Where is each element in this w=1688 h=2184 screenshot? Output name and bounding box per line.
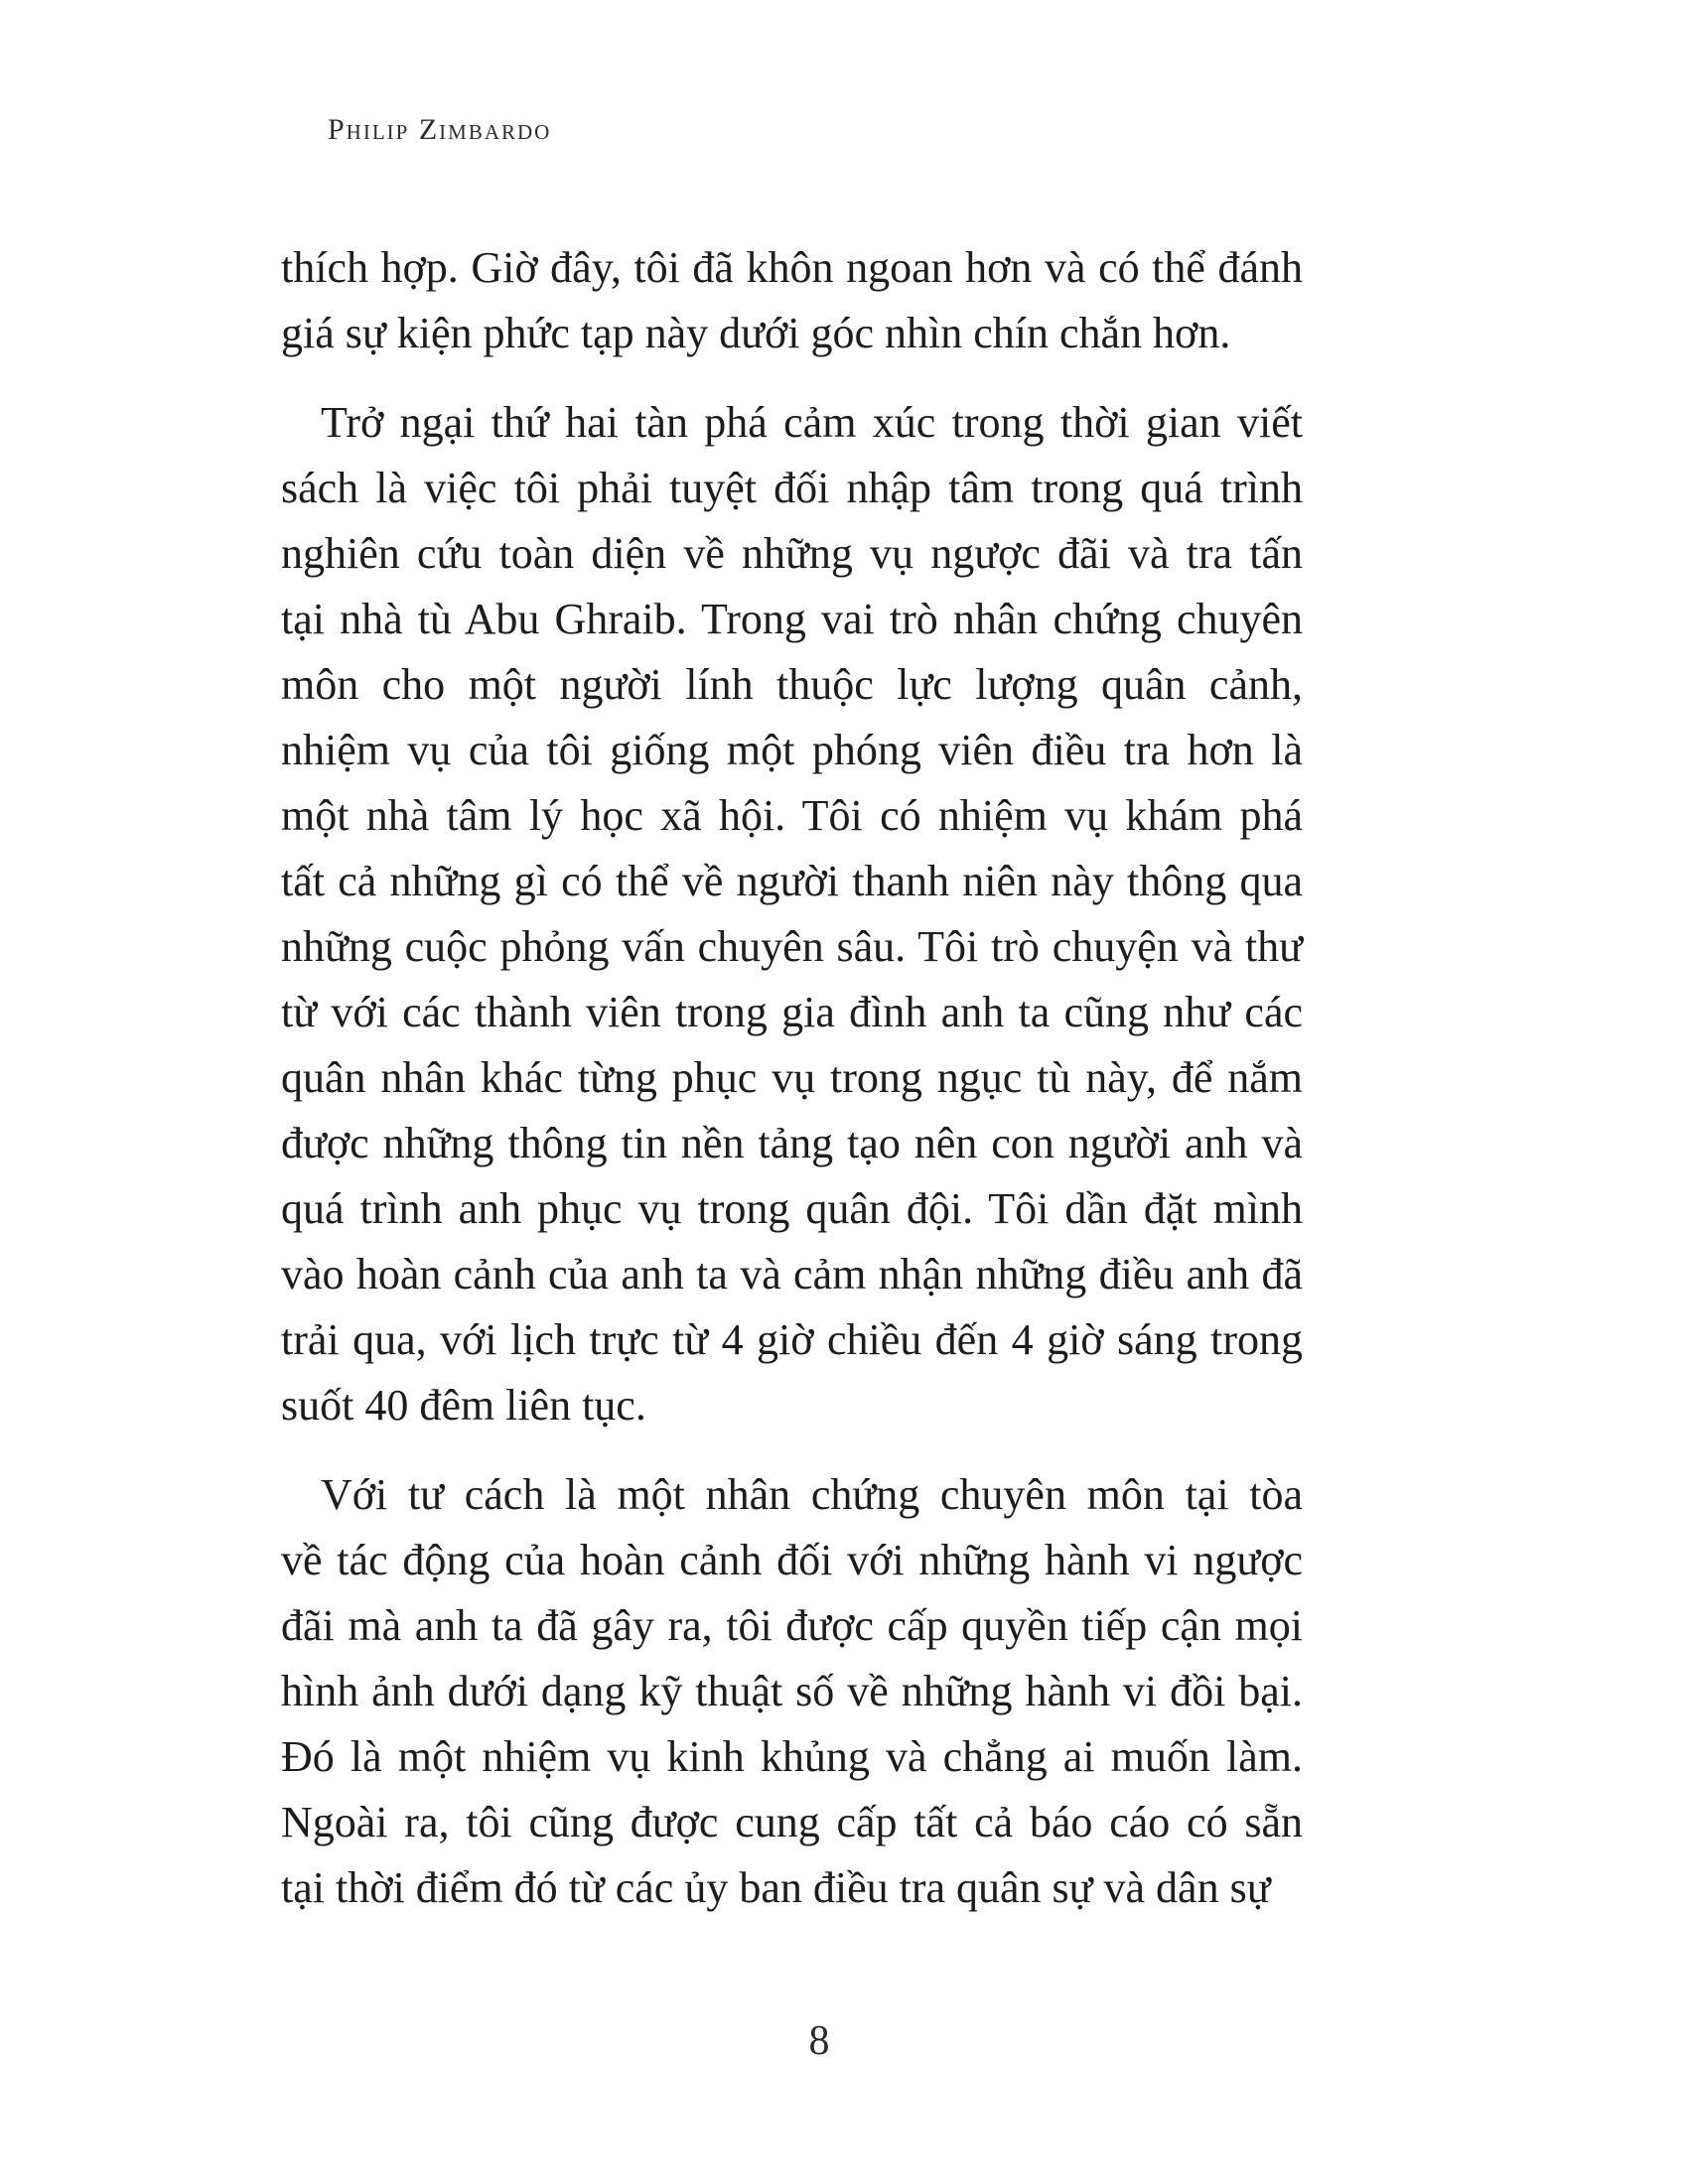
text-line: tại thời điểm đó từ các ủy ban điều tra quân sự và dân sự (281, 1863, 1271, 1912)
text-line: Đó là một nhiệm vụ kinh khủng và chẳng ai muốn làm. (281, 1732, 1303, 1781)
paragraph (281, 235, 1303, 366)
text-line: đãi mà anh ta đã gây ra, tôi được cấp quyền tiếp cận mọi (281, 1601, 1303, 1650)
text-line: vào hoàn cảnh của anh ta và cảm nhận những điều anh đã (281, 1250, 1303, 1298)
text-line: từ với các thành viên trong gia đình anh ta cũng như các (281, 988, 1303, 1036)
paragraph (281, 1462, 1303, 1921)
text-line: môn cho một người lính thuộc lực lượng quân cảnh, (281, 660, 1303, 709)
text-line: hình ảnh dưới dạng kỹ thuật số về những hành vi đồi bại. (281, 1667, 1303, 1715)
text-line: quá trình anh phục vụ trong quân đội. Tôi dần đặt mình (281, 1184, 1303, 1233)
paragraph (281, 390, 1303, 1438)
text-line: trải qua, với lịch trực từ 4 giờ chiều đến 4 giờ sáng trong (281, 1315, 1303, 1364)
text-line: Trở ngại thứ hai tàn phá cảm xúc trong thời gian viết (321, 398, 1303, 447)
text-line: nghiên cứu toàn diện về những vụ ngược đãi và tra tấn (281, 529, 1303, 578)
text-line: tất cả những gì có thể về người thanh niên này thông qua (281, 857, 1303, 905)
body-text-block (281, 235, 1303, 1921)
text-line: về tác động của hoàn cảnh đối với những hành vi ngược (281, 1536, 1303, 1584)
text-line: quân nhân khác từng phục vụ trong ngục tù này, để nắm (281, 1053, 1303, 1102)
text-line: suốt 40 đêm liên tục. (281, 1381, 646, 1430)
text-line: những cuộc phỏng vấn chuyên sâu. Tôi trò chuyện và thư (281, 922, 1303, 971)
running-header: Philip Zimbardo (328, 113, 552, 146)
text-line: được những thông tin nền tảng tạo nên con người anh và (281, 1119, 1303, 1167)
text-line: Ngoài ra, tôi cũng được cung cấp tất cả báo cáo có sẵn (281, 1798, 1303, 1846)
page-number: 8 (808, 2018, 830, 2064)
text-line: sách là việc tôi phải tuyệt đối nhập tâm trong quá trình (281, 464, 1303, 512)
text-line: tại nhà tù Abu Ghraib. Trong vai trò nhân chứng chuyên (281, 595, 1303, 643)
text-line: giá sự kiện phức tạp này dưới góc nhìn chín chắn hơn. (281, 309, 1231, 357)
text-line: thích hợp. Giờ đây, tôi đã khôn ngoan hơn và có thể đánh (281, 243, 1303, 292)
text-line: một nhà tâm lý học xã hội. Tôi có nhiệm vụ khám phá (281, 791, 1303, 840)
text-line: nhiệm vụ của tôi giống một phóng viên điều tra hơn là (281, 726, 1303, 774)
text-line: Với tư cách là một nhân chứng chuyên môn tại tòa (321, 1470, 1303, 1519)
